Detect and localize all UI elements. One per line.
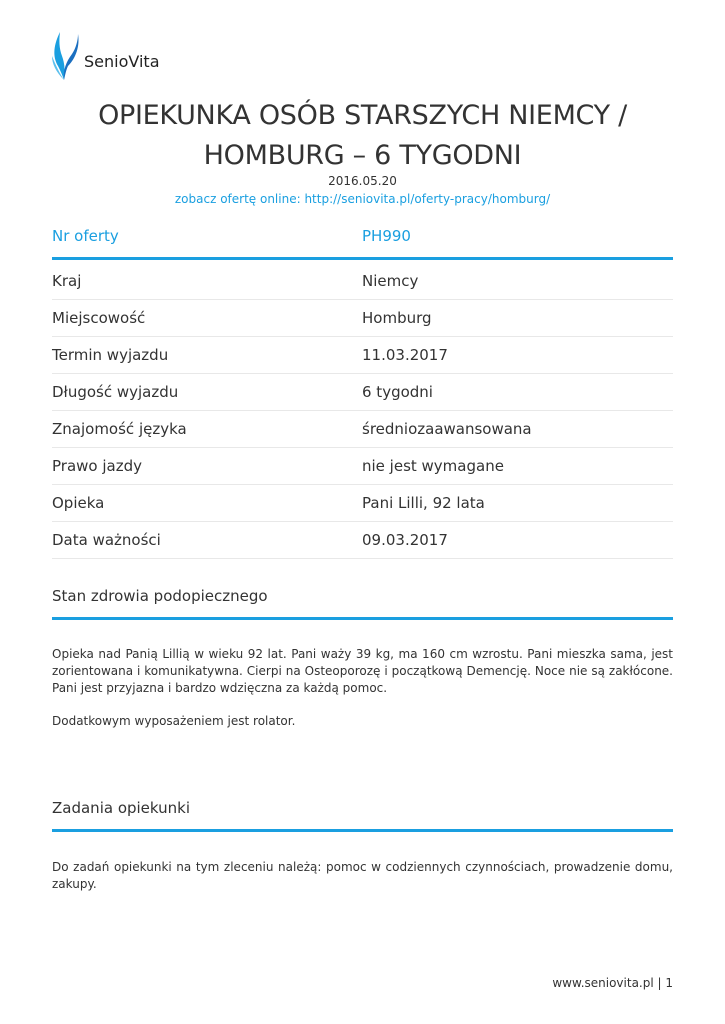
detail-value: 11.03.2017 [362,346,448,364]
detail-label: Prawo jazdy [52,457,142,475]
detail-label: Miejscowość [52,309,146,327]
online-offer-link[interactable]: zobacz ofertę online: http://seniovita.pl/oferty-pracy/homburg/ [174,192,551,206]
offer-number-header [52,227,673,260]
health-description: Opieka nad Panią Lillią w wieku 92 lat. Pani waży 39 kg, ma 160 cm wzrostu. Pani mieszka sama, jest zorientowana i komunikatywna. Cierpi na Osteoporozę i początkową Demencję. Noce nie są zakłócone. Pani jest przyjazna i bardzo wdzięczna za każdą pomoc. [52,647,673,695]
logo[interactable] [50,30,180,82]
offer-details-table [52,263,673,559]
detail-value: Pani Lilli, 92 lata [362,494,485,512]
page-title: OPIEKUNKA OSÓB STARSZYCH NIEMCY / HOMBURG – 6 TYGODNI [98,100,627,171]
offer-number-label: Nr oferty [52,227,119,245]
detail-value: 6 tygodni [362,383,433,401]
publish-date: 2016.05.20 [328,174,397,188]
detail-label: Znajomość języka [52,420,187,438]
detail-row-valid-until [52,522,673,559]
detail-label: Opieka [52,494,105,512]
health-heading-text: Stan zdrowia podopiecznego [52,587,268,605]
detail-row-language [52,411,673,448]
detail-row-driving-license [52,448,673,485]
detail-value: Homburg [362,309,432,327]
detail-value: średniozaawansowana [362,420,532,438]
equipment-note: Dodatkowym wyposażeniem jest rolator. [52,714,296,728]
detail-row-duration [52,374,673,411]
detail-value: Niemcy [362,272,419,290]
detail-value: nie jest wymagane [362,457,504,475]
detail-row-country [52,263,673,300]
flame-logo-icon [50,30,84,82]
detail-row-care [52,485,673,522]
health-section-heading [52,587,673,620]
online-offer-link-row [0,192,725,206]
tasks-description: Do zadań opiekunki na tym zleceniu należą: pomoc w codziennych czynnościach, prowadzenie domu, zakupy. [52,860,673,891]
page-footer: www.seniovita.pl | 1 [552,976,673,990]
logo-text: SenioVita [84,52,160,71]
detail-row-departure-date [52,337,673,374]
tasks-section-heading [52,799,673,832]
offer-number-value: PH990 [362,227,411,245]
detail-label: Termin wyjazdu [52,346,169,364]
detail-row-city [52,300,673,337]
detail-label: Długość wyjazdu [52,383,179,401]
detail-value: 09.03.2017 [362,531,448,549]
tasks-heading-text: Zadania opiekunki [52,799,191,817]
detail-label: Data ważności [52,531,161,549]
detail-label: Kraj [52,272,82,290]
